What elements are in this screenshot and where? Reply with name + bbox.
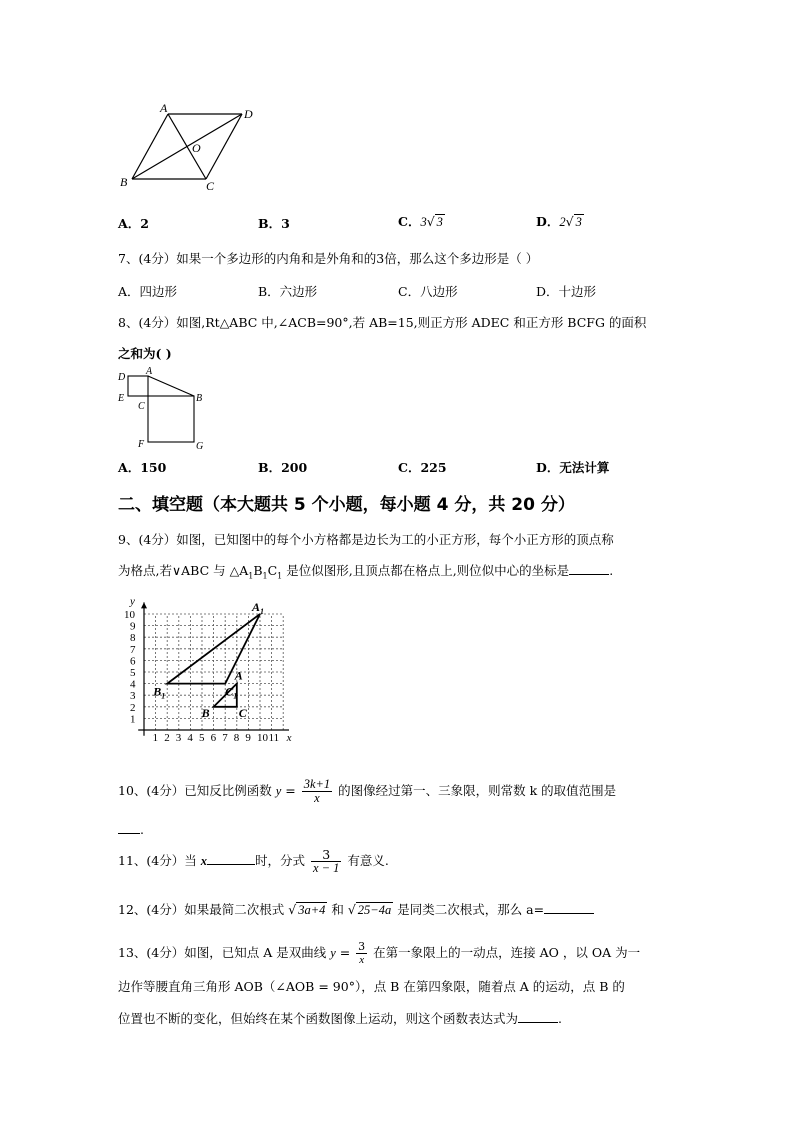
q13-fraction: $\frac{3}{x}$: [358, 940, 366, 966]
y-tick-label: 1: [130, 713, 136, 726]
x-tick-label: 7: [222, 732, 228, 744]
q9-question-line1: 9、(4分）如图，已知图中的每个小方格都是边长为工的小正方形，每个小正方形的顶点称: [118, 532, 614, 547]
x-tick-label: 10: [257, 732, 268, 744]
q8-question-line2: 之和为( ): [118, 346, 172, 361]
y-tick-label: 7: [130, 643, 136, 656]
x-tick-label: 11: [268, 732, 280, 744]
y-tick-label: 10: [124, 609, 135, 621]
x-tick-label: 9: [245, 732, 251, 744]
y-tick-label: 2: [130, 701, 136, 714]
q7-option-d[interactable]: D．十边形: [536, 284, 597, 299]
coordinate-grid-figure: [118, 592, 338, 762]
y-tick-label: 5: [130, 667, 136, 679]
label-B: B: [201, 705, 210, 720]
x-tick-label: 4: [187, 732, 193, 744]
parallelogram-figure: [110, 100, 270, 195]
q9-answer-blank[interactable]: [569, 574, 609, 575]
q7-option-c[interactable]: C．八边形: [398, 284, 458, 299]
label-C: C: [206, 179, 215, 193]
label-B: B: [120, 175, 128, 189]
x-tick-label: 3: [175, 732, 182, 744]
q12-answer-blank[interactable]: [544, 913, 594, 914]
q8-option-a[interactable]: A．150: [118, 460, 167, 475]
q7-option-b[interactable]: B．六边形: [258, 284, 318, 299]
q13-question-line3: 位置也不断的变化，但始终在某个函数图像上运动，则这个函数表达式为 .: [118, 1011, 562, 1026]
label-F: F: [138, 439, 145, 450]
q8-option-d[interactable]: D．无法计算: [536, 460, 610, 475]
q11-question: 11、(4分）当 x 时，分式 $\frac{3}{x - 1}$ 有意义.: [118, 847, 389, 875]
q6-option-a[interactable]: A．2: [118, 216, 149, 231]
q10-answer-line: .: [118, 822, 144, 837]
label-E: E: [118, 393, 125, 404]
label-A: A: [146, 366, 153, 377]
y-tick-label: 4: [130, 678, 136, 691]
x-tick-label: 8: [233, 732, 240, 744]
q10-fraction: $\frac{3k+1}{x}$: [303, 777, 331, 805]
label-A: A: [234, 668, 243, 683]
x-axis-label: x: [286, 732, 292, 744]
label-A1: $A_1$: [252, 600, 265, 616]
label-B1: $B_1$: [153, 684, 166, 701]
label-A: A: [160, 101, 168, 115]
y-tick-label: 6: [130, 655, 136, 668]
x-tick-label: 1: [152, 732, 159, 744]
q12-question: 12、(4分）如果最简二次根式 √ 3a+4 和 √ 25−4a 是同类二次根式，那么 a=: [118, 900, 594, 918]
section-title: 二、填空题（本大题共 5 个小题，每小题 4 分，共 20 分）: [118, 495, 575, 515]
label-C: C: [238, 705, 247, 720]
x-tick-label: 5: [199, 732, 205, 744]
x-tick-label: 2: [164, 732, 170, 744]
label-D: D: [244, 107, 253, 121]
q13-question-line2: 边作等腰直角三角形 AOB（∠AOB = 90°），点 B 在第四象限，随着点 A 的运动，点 B 的: [118, 979, 625, 994]
q7-option-a[interactable]: A．四边形: [118, 284, 178, 299]
q13-question-line1: 13、(4分）如图，已知点 A 是双曲线 y = $\frac{3}{x}$ 在第一象限上的一动点，连接 AO ，以 OA 为一: [118, 940, 641, 966]
x-tick-label: 6: [210, 732, 217, 744]
label-O: O: [192, 141, 201, 155]
q8-question-line1: 8、(4分）如图,Rt△ABC 中,∠ACB=90°,若 AB=15,则正方形 ADEC 和正方形 BCFG 的面积: [118, 315, 647, 330]
y-tick-label: 3: [130, 690, 136, 703]
q6-option-c[interactable]: C．3√ 3: [398, 214, 443, 229]
y-tick-label: 8: [130, 632, 136, 645]
q6-option-b[interactable]: B．3: [258, 216, 290, 231]
q10-question: 10、(4分）已知反比例函数 y = $\frac{3k+1}{x}$ 的图像经过第一、三象限，则常数 k 的取值范围是: [118, 777, 617, 805]
label-C: C: [138, 401, 145, 412]
q7-question: 7、(4分）如果一个多边形的内角和是外角和的3倍，那么这个多边形是（ ）: [118, 251, 539, 266]
y-axis-arrow: [141, 602, 147, 608]
q13-answer-blank[interactable]: [518, 1022, 558, 1023]
q8-option-c[interactable]: C．225: [398, 460, 447, 475]
label-B: B: [196, 393, 203, 404]
q11-answer-blank[interactable]: [207, 864, 255, 865]
label-G: G: [196, 441, 204, 452]
q10-answer-blank[interactable]: [118, 833, 140, 834]
label-D: D: [118, 372, 126, 383]
q9-question-line2: 为格点,若∨ABC 与 $\triangle A_1B_1C_1$ 是位似图形,且顶点都在格点上,则位似中心的坐标是 .: [118, 563, 614, 581]
squares-figure: [112, 366, 212, 456]
y-axis-label: y: [130, 595, 135, 608]
q6-option-d[interactable]: D．2√ 3: [536, 214, 582, 229]
q8-option-b[interactable]: B．200: [258, 460, 308, 475]
label-C1: $C_1$: [225, 684, 238, 701]
q11-fraction: $\frac{3}{x - 1}$: [312, 847, 340, 875]
y-tick-label: 9: [130, 620, 136, 633]
